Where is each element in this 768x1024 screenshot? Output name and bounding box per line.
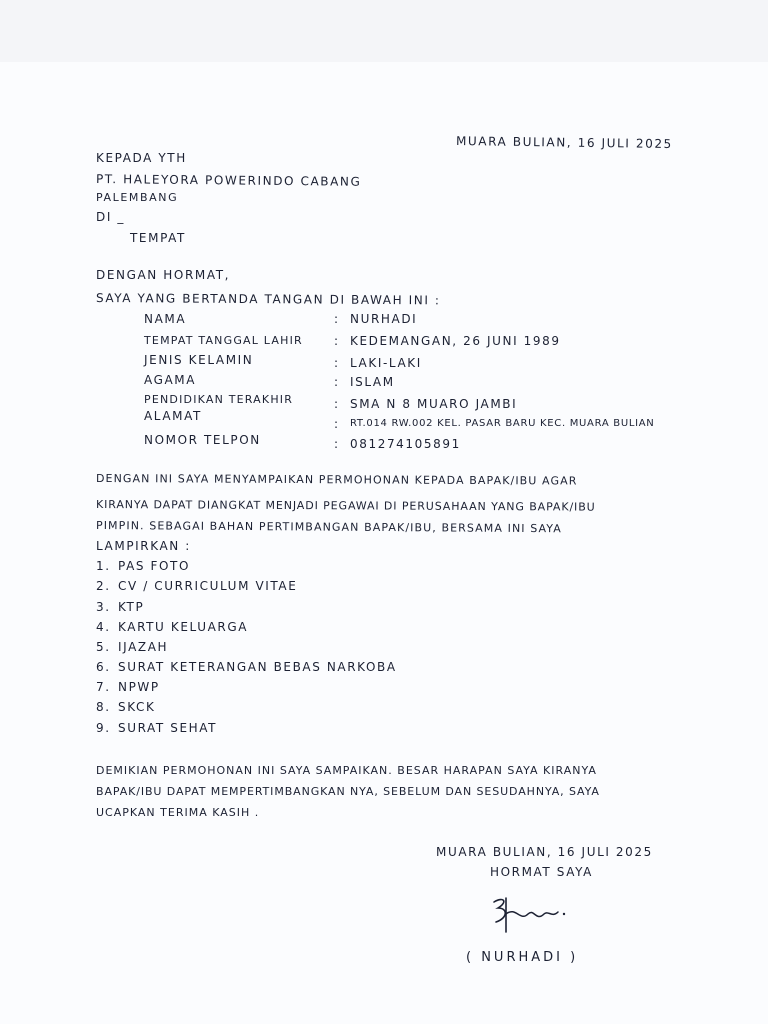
field-value-telepon: 081274105891: [350, 437, 461, 451]
field-value-nama: NURHADI: [350, 312, 418, 326]
field-value-jenis-kelamin: LAKI-LAKI: [350, 356, 422, 370]
attachment-item: SKCK: [118, 700, 156, 714]
field-colon-alamat: :: [334, 417, 340, 431]
attachment-item: SURAT KETERANGAN BEBAS NARKOBA: [118, 660, 397, 674]
attachment-item: KARTU KELUARGA: [118, 620, 249, 634]
attachment-number: 6.: [96, 660, 111, 674]
field-label-agama: AGAMA: [144, 373, 197, 387]
greeting: DENGAN HORMAT,: [96, 268, 231, 282]
closing-line-3: UCAPKAN TERIMA KASIH .: [96, 806, 260, 819]
field-colon-pendidikan: :: [334, 397, 340, 411]
place-date-bottom: MUARA BULIAN, 16 JULI 2025: [436, 845, 653, 859]
signature: [486, 892, 576, 940]
field-colon-agama: :: [334, 375, 340, 389]
attachment-number: 9.: [96, 721, 111, 735]
recipient-line-3: PALEMBANG: [96, 191, 179, 204]
field-label-telepon: NOMOR TELPON: [144, 433, 261, 447]
recipient-line-4: DI _: [96, 210, 125, 224]
attachment-number: 3.: [96, 600, 111, 614]
attachment-number: 1.: [96, 559, 111, 573]
attachment-number: 7.: [96, 680, 111, 694]
attachment-number: 8.: [96, 700, 111, 714]
field-value-ttl: KEDEMANGAN, 26 JUNI 1989: [350, 334, 561, 348]
field-colon-telepon: :: [334, 437, 340, 451]
body-line-2: KIRANYA DAPAT DIANGKAT MENJADI PEGAWAI DI PERUSAHAAN YANG BAPAK/IBU: [95, 498, 596, 514]
field-label-ttl: TEMPAT TANGGAL LAHIR: [144, 334, 303, 347]
closing-line-2: BAPAK/IBU DAPAT MEMPERTIMBANGKAN NYA, SEBELUM DAN SESUDAHNYA, SAYA: [96, 785, 600, 798]
attachment-number: 5.: [96, 640, 111, 654]
attachment-item: SURAT SEHAT: [118, 721, 218, 735]
body-line-4: LAMPIRKAN :: [96, 539, 191, 553]
body-line-1: DENGAN INI SAYA MENYAMPAIKAN PERMOHONAN KEPADA BAPAK/IBU AGAR: [95, 472, 578, 488]
attachment-item: PAS FOTO: [118, 559, 191, 573]
intro-line: SAYA YANG BERTANDA TANGAN DI BAWAH INI :: [95, 291, 441, 308]
attachment-number: 2.: [96, 579, 111, 593]
field-colon-nama: :: [334, 312, 340, 326]
place-date-top: MUARA BULIAN, 16 JULI 2025: [455, 134, 673, 152]
regards-text: HORMAT SAYA: [490, 865, 593, 879]
field-value-pendidikan: SMA N 8 MUARO JAMBI: [350, 397, 518, 411]
field-colon-jenis-kelamin: :: [334, 356, 340, 370]
field-value-agama: ISLAM: [350, 375, 395, 389]
closing-line-1: DEMIKIAN PERMOHONAN INI SAYA SAMPAIKAN. BESAR HARAPAN SAYA KIRANYA: [96, 764, 597, 777]
attachment-item: IJAZAH: [118, 640, 169, 654]
signer-name: ( NURHADI ): [466, 950, 579, 965]
field-colon-ttl: :: [334, 334, 340, 348]
attachment-item: CV / CURRICULUM VITAE: [118, 579, 298, 593]
field-label-nama: NAMA: [144, 312, 187, 326]
body-line-3: PIMPIN. SEBAGAI BAHAN PERTIMBANGAN BAPAK/IBU, BERSAMA INI SAYA: [95, 519, 562, 536]
attachment-item: KTP: [118, 600, 145, 614]
field-value-alamat: RT.014 RW.002 KEL. PASAR BARU KEC. MUARA BULIAN: [350, 418, 655, 429]
recipient-line-5: TEMPAT: [130, 231, 186, 245]
attachment-number: 4.: [96, 620, 111, 634]
attachment-item: NPWP: [118, 680, 160, 694]
field-label-alamat: ALAMAT: [144, 409, 202, 423]
field-label-pendidikan: PENDIDIKAN TERAKHIR: [144, 393, 294, 406]
recipient-line-2: PT. HALEYORA POWERINDO CABANG: [95, 172, 362, 189]
recipient-line-1: KEPADA YTH: [96, 151, 187, 165]
field-label-jenis-kelamin: JENIS KELAMIN: [144, 353, 254, 367]
